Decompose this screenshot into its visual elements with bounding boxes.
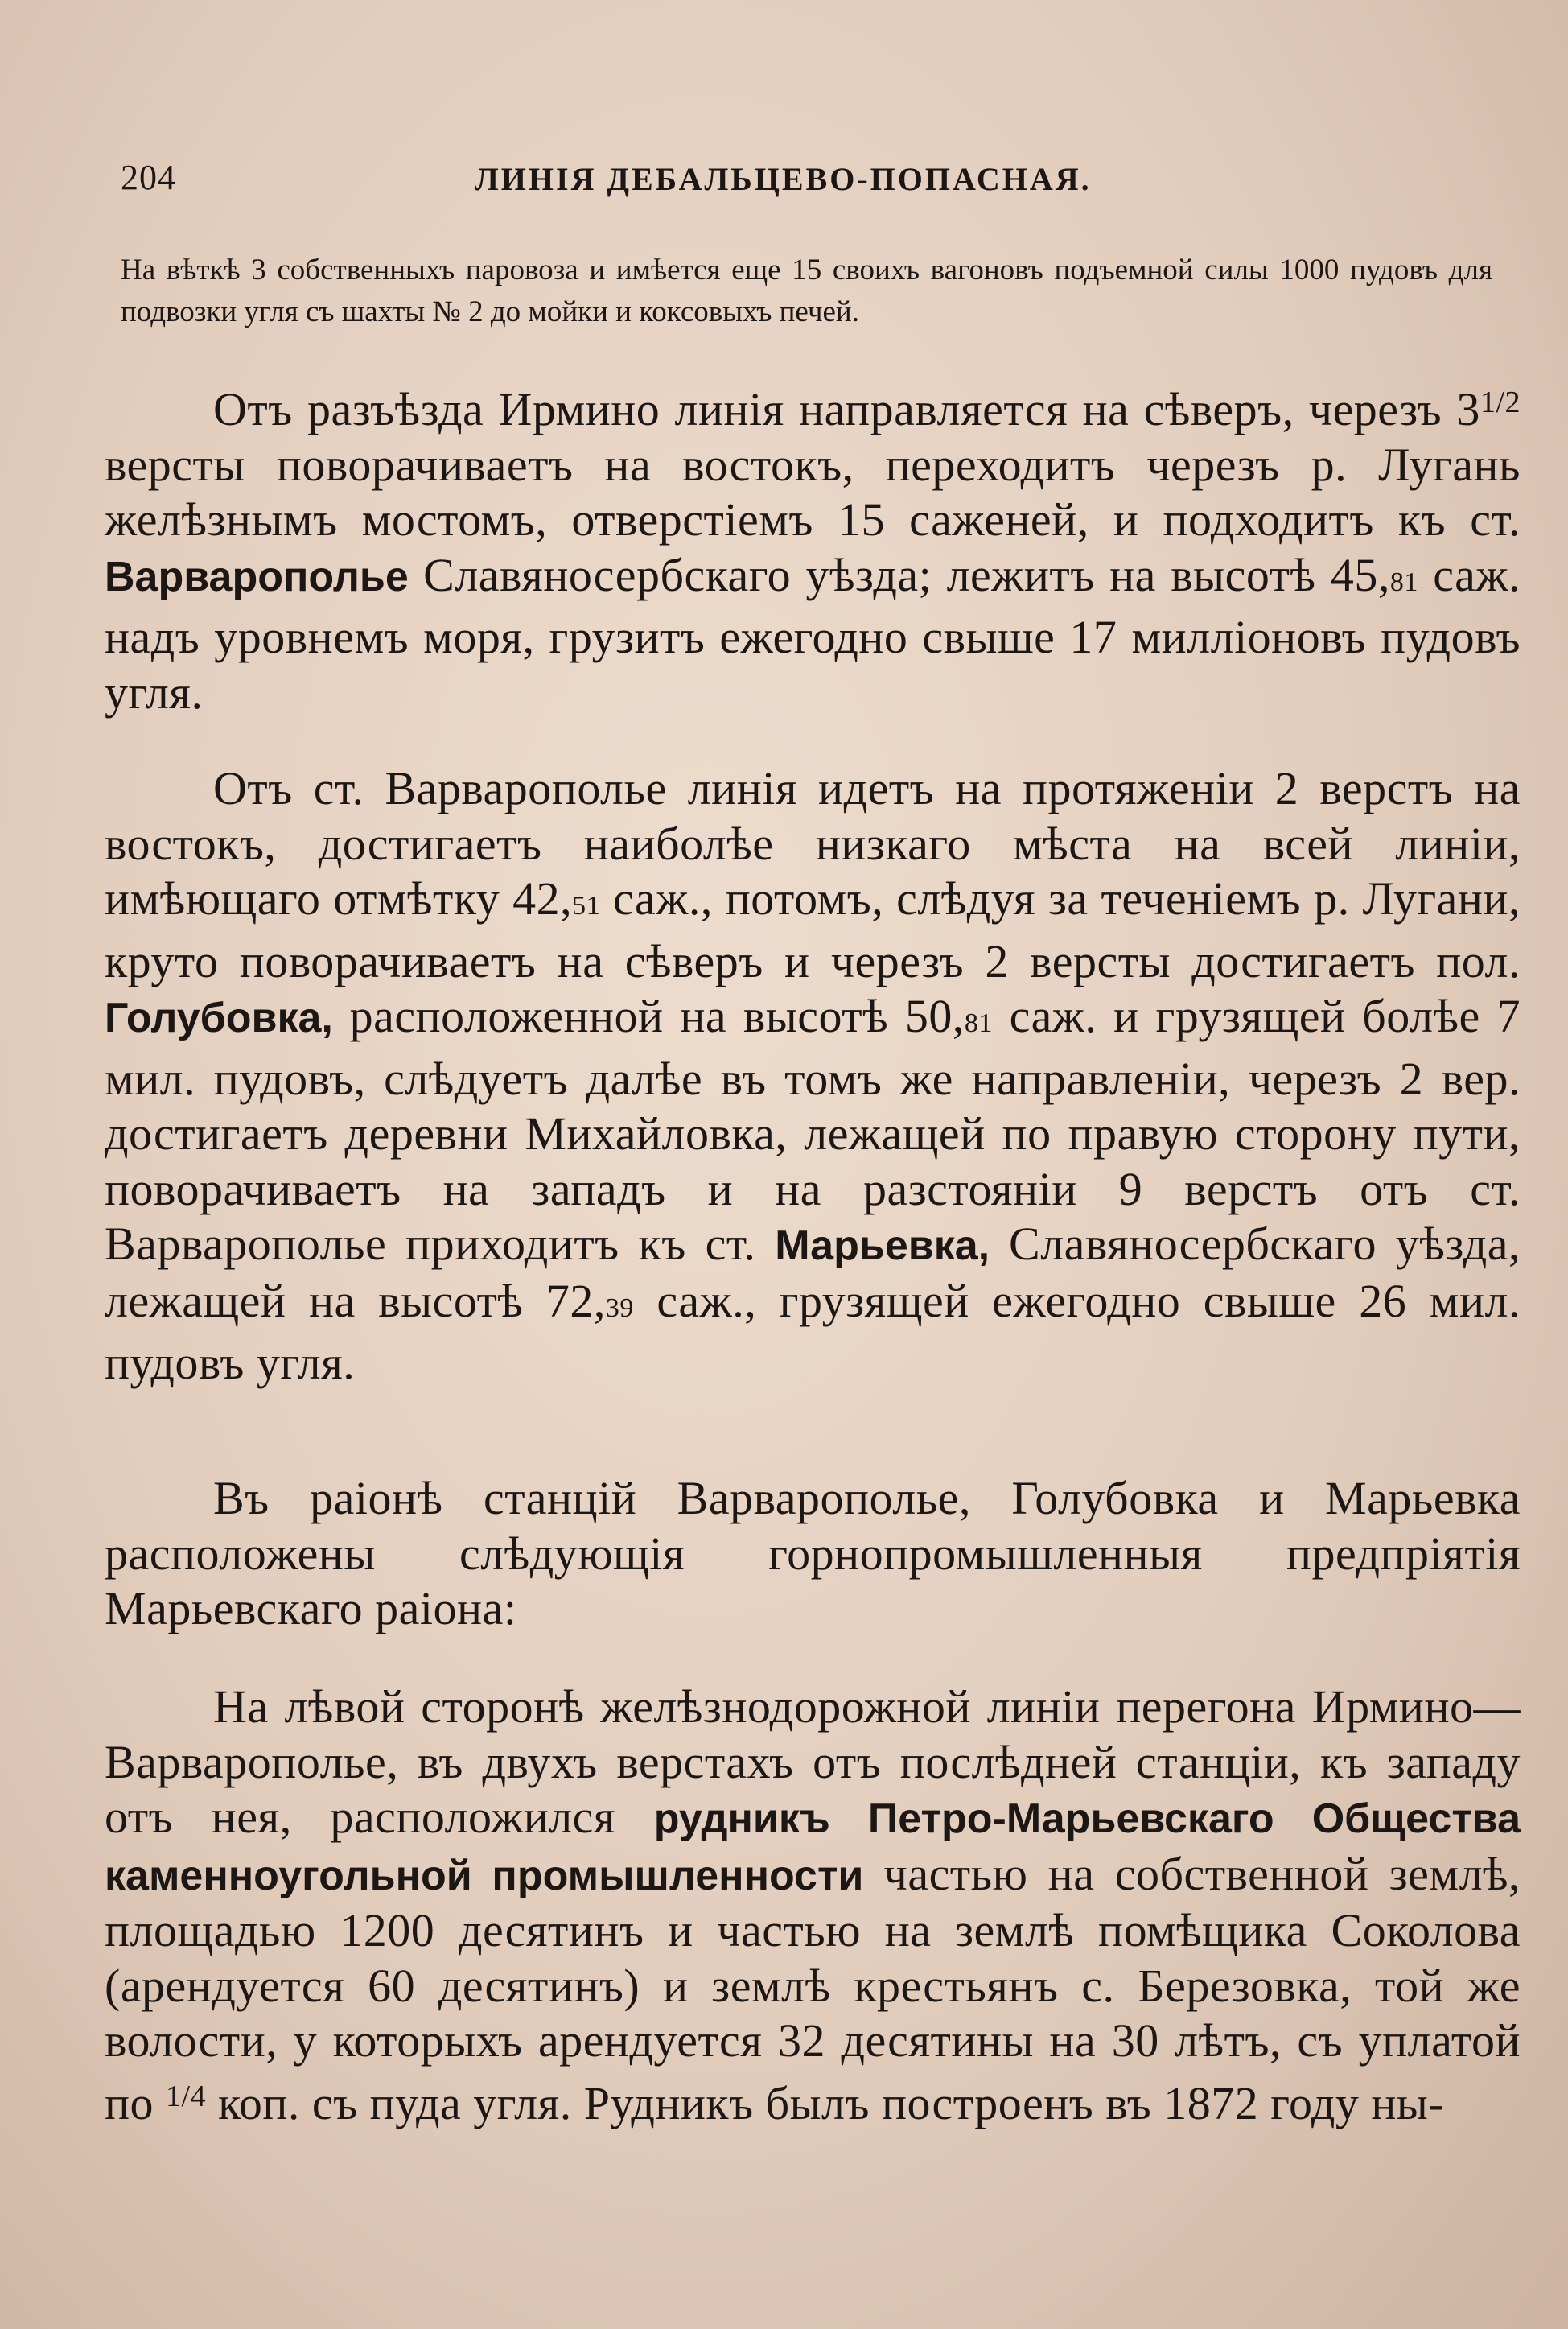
paragraph-petro-maryevka-mine <box>105 1680 1521 2131</box>
paragraph-maryevka-region: Въ раіонѣ станцій Варварополье, Голубовка и Марьевка расположены слѣдующія горнопромышленныя предпріятія Марьевскаго раіона: <box>105 1472 1521 1634</box>
text-run: частью на собственной землѣ, площадью 1200 десятинъ и частью на землѣ помѣщика Соколова (арендуется 60 десятинъ) и землѣ крестьянъ с. Березовка, той же волости, у которыхъ арендуется 32 десятины на 30 лѣтъ, съ уплатой по <box>105 1847 1521 2129</box>
text-run: Славяносербскаго уѣзда, лежащей на высотѣ 72, <box>105 1218 1521 1327</box>
text-run: саж., грузящей ежегодно свыше 26 мил. пудовъ угля. <box>105 1274 1521 1389</box>
station-name: Голубовка, <box>105 995 333 1041</box>
text-run: коп. съ пуда угля. Рудникъ былъ построенъ въ 1872 году ны- <box>206 2076 1445 2129</box>
text-run: расположенной на высотѣ 50, <box>332 990 965 1042</box>
text-run: версты поворачиваетъ на востокъ, переходитъ черезъ р. Лугань желѣзнымъ мостомъ, отверстіемъ 15 саженей, и подходитъ къ ст. <box>105 438 1521 546</box>
text-run: саж. надъ уровнемъ моря, грузитъ ежегодно свыше 17 милліоновъ пудовъ угля. <box>105 548 1521 719</box>
decimal-subscript: 81 <box>1389 567 1418 597</box>
decimal-subscript: 81 <box>964 1008 993 1038</box>
page-number: 204 <box>121 158 176 197</box>
text-run: Отъ разъѣзда Ирмино линія направляется на сѣверъ, черезъ 3 <box>213 383 1480 435</box>
text-run: саж. и грузящей болѣе 7 мил. пудовъ, слѣдуетъ далѣе въ томъ же направленіи, черезъ 2 вер. достигаетъ деревни Михайловка, лежащей по правую сторону пути, поворачиваетъ на западъ и на разстояніи 9 верстъ отъ ст. Варварополье приходитъ къ ст. <box>105 990 1521 1270</box>
paragraph-varvaropolye-to-maryevka <box>105 761 1521 1391</box>
text-run: На лѣвой сторонѣ желѣзнодорожной линіи перегона Ирмино—Варварополье, въ двухъ верстахъ отъ послѣдней станціи, къ западу отъ нея, расположился <box>105 1680 1521 1843</box>
company-name: рудникъ Петро-Марьевскаго Общества каменноугольной промышленности <box>105 1795 1521 1899</box>
text-run: саж., потомъ, слѣдуя за теченіемъ р. Лугани, круто поворачиваетъ на сѣверъ и черезъ 2 версты достигаетъ пол. <box>105 872 1521 987</box>
page-header <box>121 157 1496 213</box>
paragraph-irmino-to-varvaropolye <box>105 375 1521 720</box>
text-run: Отъ ст. Варварополье линія идетъ на протяженіи 2 верстъ на востокъ, достигаетъ наиболѣе низкаго мѣста на всей линіи, имѣющаго отмѣтку 42, <box>105 762 1521 925</box>
decimal-subscript: 51 <box>572 891 601 921</box>
decimal-subscript: 39 <box>605 1292 634 1323</box>
fraction: 1/2 <box>1480 385 1521 419</box>
running-title: ЛИНІЯ ДЕБАЛЬЦЕВО-ПОПАСНАЯ. <box>475 161 1092 197</box>
footnote: На вѣткѣ 3 собственныхъ паровоза и имѣется еще 15 своихъ вагоновъ подъемной силы 1000 пудовъ для подвозки угля съ шахты № 2 до мойки и коксовыхъ печей. <box>121 254 1492 328</box>
fraction: 1/4 <box>166 2079 207 2113</box>
station-name: Марьевка, <box>775 1222 990 1269</box>
station-name: Варварополье <box>105 553 409 600</box>
text-run: Славяносербскаго уѣзда; лежитъ на высотѣ 45, <box>408 548 1390 601</box>
